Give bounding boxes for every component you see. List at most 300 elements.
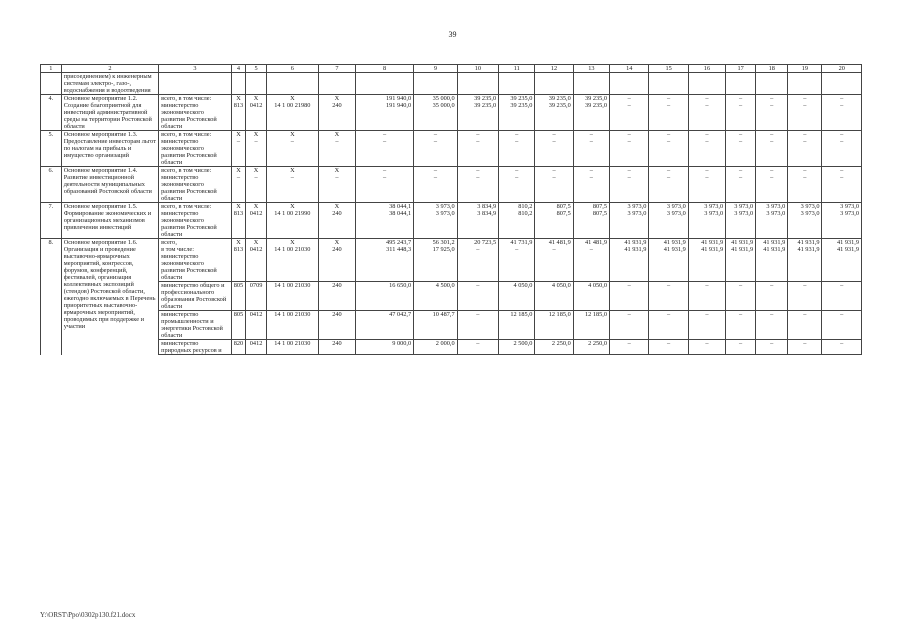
cell-value: 41 481,9 — [573, 239, 609, 247]
table-row — [41, 246, 862, 282]
cell-value: – — [457, 138, 498, 167]
cell-value: – — [535, 131, 573, 139]
cell-value: – — [535, 246, 573, 282]
cell-executor: всего, в том числе: — [159, 95, 232, 103]
cell-value: – — [788, 102, 822, 131]
cell-value: – — [688, 167, 725, 175]
cell-activity-name: Основное мероприятие 1.5. Формирование экономических и организационных механизмов привлечения инвестиций — [61, 203, 158, 239]
column-header: 10 — [457, 65, 498, 73]
cell-value: – — [499, 138, 535, 167]
cell-code: 240 — [318, 282, 355, 311]
cell-code: 0709 — [246, 282, 267, 311]
cell-value: 41 931,9 — [788, 239, 822, 247]
cell-value: – — [414, 131, 458, 139]
cell-value: – — [688, 138, 725, 167]
cell-code: – — [231, 138, 246, 167]
column-header: 17 — [726, 65, 756, 73]
cell-value: – — [610, 102, 649, 131]
cell-value: – — [756, 167, 788, 175]
cell-code: 805 — [231, 282, 246, 311]
cell-code: 0412 — [246, 246, 267, 282]
cell-value: 3 973,0 — [788, 210, 822, 239]
cell-value: 39 235,0 — [457, 95, 498, 103]
cell-empty — [499, 73, 535, 95]
cell-value: 16 650,0 — [356, 282, 414, 311]
cell-value: 39 235,0 — [573, 102, 609, 131]
cell-code: X — [231, 239, 246, 247]
cell-value: – — [457, 246, 498, 282]
cell-value: – — [457, 131, 498, 139]
cell-value: – — [457, 282, 498, 311]
table-row — [41, 340, 862, 355]
cell-value: 39 235,0 — [499, 102, 535, 131]
cell-activity-name: Основное мероприятие 1.2. Создание благоприятной для инвестиций административной среды на территории Ростовской области — [61, 95, 158, 131]
cell-code: 813 — [231, 246, 246, 282]
table-row — [41, 167, 862, 175]
column-header: 5 — [246, 65, 267, 73]
cell-value: 2 500,0 — [499, 340, 535, 355]
column-header: 20 — [822, 65, 862, 73]
cell-value: 41 731,9 — [499, 239, 535, 247]
cell-executor: всего, в том числе: — [159, 131, 232, 139]
cell-activity-name: Основное мероприятие 1.3. Предоставление инвесторам льгот по налогам на прибыль и имущество организаций — [61, 131, 158, 167]
cell-empty — [231, 73, 246, 95]
cell-value: – — [356, 138, 414, 167]
cell-value: – — [822, 340, 862, 355]
cell-empty — [535, 73, 573, 95]
cell-value: – — [573, 131, 609, 139]
cell-code: 813 — [231, 210, 246, 239]
cell-code: 0412 — [246, 340, 267, 355]
cell-empty — [414, 73, 458, 95]
cell-value: 39 235,0 — [457, 102, 498, 131]
cell-value: – — [822, 102, 862, 131]
cell-code: X — [318, 239, 355, 247]
cell-code: X — [266, 203, 318, 211]
table-row — [41, 239, 862, 247]
cell-value: – — [414, 167, 458, 175]
column-header: 15 — [649, 65, 688, 73]
cell-value: – — [726, 282, 756, 311]
cell-empty — [756, 73, 788, 95]
cell-code: X — [318, 131, 355, 139]
cell-value: – — [756, 95, 788, 103]
cell-value: 35 000,0 — [414, 95, 458, 103]
cell-executor: министерство экономического развития Ростовской области — [159, 210, 232, 239]
cell-value: – — [822, 311, 862, 340]
cell-value: 10 487,7 — [414, 311, 458, 340]
cell-value: 41 931,9 — [688, 239, 725, 247]
cell-value: 41 931,9 — [649, 239, 688, 247]
cell-code: 820 — [231, 340, 246, 355]
cell-value: 38 044,1 — [356, 203, 414, 211]
cell-num: 7. — [41, 203, 62, 239]
cell-value: 17 925,0 — [414, 246, 458, 282]
cell-value: – — [573, 246, 609, 282]
cell-value: – — [610, 95, 649, 103]
budget-table — [40, 64, 862, 355]
cell-code: X — [266, 167, 318, 175]
cell-code: 0412 — [246, 311, 267, 340]
table-header-row — [41, 65, 862, 73]
cell-value: – — [756, 174, 788, 203]
cell-value: 41 931,9 — [822, 239, 862, 247]
cell-code: X — [231, 95, 246, 103]
cell-value: – — [610, 131, 649, 139]
cell-code: 0412 — [246, 210, 267, 239]
cell-num — [41, 73, 62, 95]
table-row — [41, 203, 862, 211]
cell-empty — [318, 73, 355, 95]
cell-value: – — [610, 340, 649, 355]
cell-code: X — [318, 167, 355, 175]
cell-value: – — [535, 167, 573, 175]
cell-empty — [688, 73, 725, 95]
cell-value: 41 931,9 — [610, 239, 649, 247]
cell-code: – — [318, 174, 355, 203]
cell-value: 3 973,0 — [688, 210, 725, 239]
cell-value: 39 235,0 — [535, 95, 573, 103]
cell-code: 240 — [318, 340, 355, 355]
table-row — [41, 282, 862, 311]
cell-num: 6. — [41, 167, 62, 203]
cell-value: 2 250,0 — [573, 340, 609, 355]
cell-num: 5. — [41, 131, 62, 167]
cell-value: 41 931,9 — [788, 246, 822, 282]
cell-code: 14 1 00 21030 — [266, 246, 318, 282]
cell-value: – — [822, 167, 862, 175]
cell-value: – — [535, 138, 573, 167]
cell-empty — [726, 73, 756, 95]
cell-code: 14 1 00 21030 — [266, 340, 318, 355]
cell-value: – — [356, 131, 414, 139]
cell-empty — [266, 73, 318, 95]
cell-value: – — [822, 95, 862, 103]
cell-value: – — [610, 311, 649, 340]
cell-value: – — [726, 138, 756, 167]
cell-value: – — [649, 138, 688, 167]
cell-code: X — [231, 131, 246, 139]
cell-value: – — [649, 174, 688, 203]
cell-value: – — [649, 340, 688, 355]
cell-value: – — [788, 131, 822, 139]
cell-value: – — [499, 246, 535, 282]
cell-executor: министерство промышленности и энергетики Ростовской области — [159, 311, 232, 340]
cell-empty — [457, 73, 498, 95]
cell-activity-name: Основное мероприятие 1.4. Развитие инвестиционной деятельности муниципальных образований Ростовской области — [61, 167, 158, 203]
cell-value: – — [649, 102, 688, 131]
cell-value: – — [414, 138, 458, 167]
cell-value: – — [573, 138, 609, 167]
cell-value: 191 940,0 — [356, 95, 414, 103]
cell-value: – — [573, 174, 609, 203]
cell-value: 41 931,9 — [822, 246, 862, 282]
cell-value: 191 940,0 — [356, 102, 414, 131]
footer-path: Y:\ORST\Ppo\0302p130.f21.docx — [40, 611, 136, 619]
cell-value: – — [499, 131, 535, 139]
cell-activity-name: присоединением) к инженерным системам электро-, газо-, водоснабжения и водоотведения — [61, 73, 158, 95]
cell-value: – — [726, 95, 756, 103]
cell-value: – — [788, 167, 822, 175]
cell-empty — [573, 73, 609, 95]
cell-empty — [788, 73, 822, 95]
cell-value: 810,2 — [499, 210, 535, 239]
cell-executor: министерство экономического развития Ростовской области — [159, 102, 232, 131]
cell-value: 3 973,0 — [414, 210, 458, 239]
cell-value: – — [457, 311, 498, 340]
cell-value: – — [356, 174, 414, 203]
cell-empty — [246, 73, 267, 95]
table-row — [41, 210, 862, 239]
cell-value: 41 931,9 — [726, 246, 756, 282]
cell-executor: министерство экономического развития Ростовской области — [159, 174, 232, 203]
cell-value: – — [756, 131, 788, 139]
cell-code: X — [266, 239, 318, 247]
cell-value: – — [356, 167, 414, 175]
cell-value: 39 235,0 — [535, 102, 573, 131]
cell-code: 240 — [318, 246, 355, 282]
cell-value: 41 481,9 — [535, 239, 573, 247]
cell-value: 39 235,0 — [499, 95, 535, 103]
cell-value: – — [756, 138, 788, 167]
cell-value: 3 973,0 — [610, 210, 649, 239]
cell-code: 14 1 00 21030 — [266, 311, 318, 340]
cell-value: 47 042,7 — [356, 311, 414, 340]
cell-value: – — [457, 340, 498, 355]
cell-value: 4 050,0 — [535, 282, 573, 311]
cell-code: 14 1 00 21030 — [266, 282, 318, 311]
cell-code: – — [266, 174, 318, 203]
table-row — [41, 102, 862, 131]
cell-value: 41 931,9 — [756, 246, 788, 282]
cell-code: 240 — [318, 311, 355, 340]
table-row — [41, 73, 862, 95]
cell-value: – — [756, 311, 788, 340]
table-row — [41, 138, 862, 167]
cell-value: 807,5 — [535, 203, 573, 211]
cell-code: X — [231, 203, 246, 211]
column-header: 1 — [41, 65, 62, 73]
cell-value: 3 973,0 — [649, 210, 688, 239]
cell-code: X — [246, 131, 267, 139]
cell-executor: министерство природных ресурсов и — [159, 340, 232, 355]
column-header: 8 — [356, 65, 414, 73]
cell-value: 2 000,0 — [414, 340, 458, 355]
cell-value: 495 243,7 — [356, 239, 414, 247]
cell-empty — [822, 73, 862, 95]
cell-value: – — [788, 95, 822, 103]
column-header: 3 — [159, 65, 232, 73]
cell-code: 805 — [231, 311, 246, 340]
cell-value: 3 834,9 — [457, 210, 498, 239]
column-header: 9 — [414, 65, 458, 73]
cell-value: – — [573, 167, 609, 175]
cell-value: – — [822, 138, 862, 167]
column-header: 18 — [756, 65, 788, 73]
cell-code: – — [266, 138, 318, 167]
cell-value: – — [688, 311, 725, 340]
cell-empty — [159, 73, 232, 95]
cell-code: 0412 — [246, 102, 267, 131]
cell-value: 20 723,5 — [457, 239, 498, 247]
cell-value: 3 973,0 — [610, 203, 649, 211]
cell-value: – — [756, 340, 788, 355]
table-row — [41, 174, 862, 203]
cell-value: 3 973,0 — [726, 210, 756, 239]
cell-value: – — [457, 174, 498, 203]
cell-value: 9 000,0 — [356, 340, 414, 355]
cell-activity-name: Основное мероприятие 1.6. Организация и проведение выставочно-ярмарочных мероприятий, конгрессов, форумов, конференций, фестивалей, организация коллективных экспозиций (стендов) Ростовской области, ежегодно включаемых в Перечень приоритетных выставочно-ярмарочных мероприятий, проводимых при поддержке и участии — [61, 239, 158, 355]
cell-value: – — [649, 131, 688, 139]
column-header: 13 — [573, 65, 609, 73]
cell-value: 3 973,0 — [414, 203, 458, 211]
cell-value: – — [688, 131, 725, 139]
cell-value: 3 973,0 — [756, 210, 788, 239]
cell-code: 240 — [318, 210, 355, 239]
table-row — [41, 311, 862, 340]
cell-value: 807,5 — [573, 210, 609, 239]
cell-value: – — [688, 174, 725, 203]
column-header: 2 — [61, 65, 158, 73]
cell-value: – — [610, 138, 649, 167]
page-number: 39 — [448, 30, 457, 39]
cell-value: – — [756, 282, 788, 311]
cell-code: X — [246, 95, 267, 103]
cell-executor: всего, в том числе: — [159, 167, 232, 175]
cell-code: X — [246, 239, 267, 247]
cell-value: 3 973,0 — [649, 203, 688, 211]
cell-value: 3 973,0 — [788, 203, 822, 211]
cell-value: – — [649, 167, 688, 175]
cell-value: – — [499, 167, 535, 175]
cell-value: 2 250,0 — [535, 340, 573, 355]
cell-value: – — [499, 174, 535, 203]
cell-value: 807,5 — [573, 203, 609, 211]
cell-code: X — [318, 203, 355, 211]
cell-empty — [649, 73, 688, 95]
cell-value: – — [726, 102, 756, 131]
table-row — [41, 95, 862, 103]
cell-value: 3 973,0 — [688, 203, 725, 211]
cell-empty — [610, 73, 649, 95]
cell-code: X — [266, 131, 318, 139]
cell-value: 3 973,0 — [726, 203, 756, 211]
cell-value: – — [788, 311, 822, 340]
cell-value: – — [822, 174, 862, 203]
cell-value: 12 185,0 — [535, 311, 573, 340]
cell-code: X — [231, 167, 246, 175]
cell-value: 41 931,9 — [649, 246, 688, 282]
cell-code: – — [318, 138, 355, 167]
cell-value: – — [649, 95, 688, 103]
cell-value: – — [726, 174, 756, 203]
cell-value: 12 185,0 — [499, 311, 535, 340]
cell-value: – — [688, 340, 725, 355]
cell-num: 4. — [41, 95, 62, 131]
cell-code: – — [246, 174, 267, 203]
cell-value: – — [535, 174, 573, 203]
cell-value: 56 301,2 — [414, 239, 458, 247]
cell-value: 4 050,0 — [499, 282, 535, 311]
cell-value: – — [788, 340, 822, 355]
cell-empty — [356, 73, 414, 95]
cell-executor: министерство экономического развития Ростовской области — [159, 138, 232, 167]
cell-value: – — [822, 131, 862, 139]
column-header: 4 — [231, 65, 246, 73]
cell-value: – — [788, 138, 822, 167]
cell-value: 41 931,9 — [756, 239, 788, 247]
cell-value: – — [788, 282, 822, 311]
column-header: 19 — [788, 65, 822, 73]
cell-value: 810,2 — [499, 203, 535, 211]
cell-value: 3 973,0 — [822, 203, 862, 211]
cell-value: 41 931,9 — [726, 239, 756, 247]
column-header: 11 — [499, 65, 535, 73]
cell-value: 3 973,0 — [822, 210, 862, 239]
cell-value: 3 973,0 — [756, 203, 788, 211]
cell-value: – — [788, 174, 822, 203]
cell-value: – — [726, 311, 756, 340]
cell-value: 807,5 — [535, 210, 573, 239]
table-row — [41, 131, 862, 139]
cell-value: 41 931,9 — [610, 246, 649, 282]
cell-executor: в том числе: министерство экономического развития Ростовской области — [159, 246, 232, 282]
cell-value: – — [726, 167, 756, 175]
column-header: 7 — [318, 65, 355, 73]
cell-value: – — [688, 95, 725, 103]
column-header: 16 — [688, 65, 725, 73]
cell-value: – — [610, 174, 649, 203]
cell-value: – — [822, 282, 862, 311]
cell-code: 14 1 00 21980 — [266, 102, 318, 131]
cell-executor: министерство общего и профессионального образования Ростовской области — [159, 282, 232, 311]
cell-value: – — [688, 282, 725, 311]
cell-value: – — [756, 102, 788, 131]
cell-value: 311 448,3 — [356, 246, 414, 282]
cell-value: 4 500,0 — [414, 282, 458, 311]
cell-value: 3 834,9 — [457, 203, 498, 211]
cell-code: X — [266, 95, 318, 103]
cell-value: – — [688, 102, 725, 131]
cell-code: – — [246, 138, 267, 167]
cell-value: – — [457, 167, 498, 175]
cell-executor: всего, в том числе: — [159, 203, 232, 211]
column-header: 14 — [610, 65, 649, 73]
cell-value: 41 931,9 — [688, 246, 725, 282]
cell-num: 8. — [41, 239, 62, 355]
cell-value: – — [414, 174, 458, 203]
cell-code: X — [318, 95, 355, 103]
cell-value: – — [610, 167, 649, 175]
cell-value: 39 235,0 — [573, 95, 609, 103]
cell-value: – — [726, 131, 756, 139]
column-header: 12 — [535, 65, 573, 73]
cell-code: 240 — [318, 102, 355, 131]
cell-value: 38 044,1 — [356, 210, 414, 239]
column-header: 6 — [266, 65, 318, 73]
cell-code: 813 — [231, 102, 246, 131]
cell-value: – — [649, 311, 688, 340]
cell-value: 12 185,0 — [573, 311, 609, 340]
cell-code: X — [246, 203, 267, 211]
cell-code: – — [231, 174, 246, 203]
cell-code: X — [246, 167, 267, 175]
cell-value: 4 050,0 — [573, 282, 609, 311]
cell-executor: всего, — [159, 239, 232, 247]
cell-code: 14 1 00 21990 — [266, 210, 318, 239]
cell-value: – — [610, 282, 649, 311]
cell-value: – — [649, 282, 688, 311]
